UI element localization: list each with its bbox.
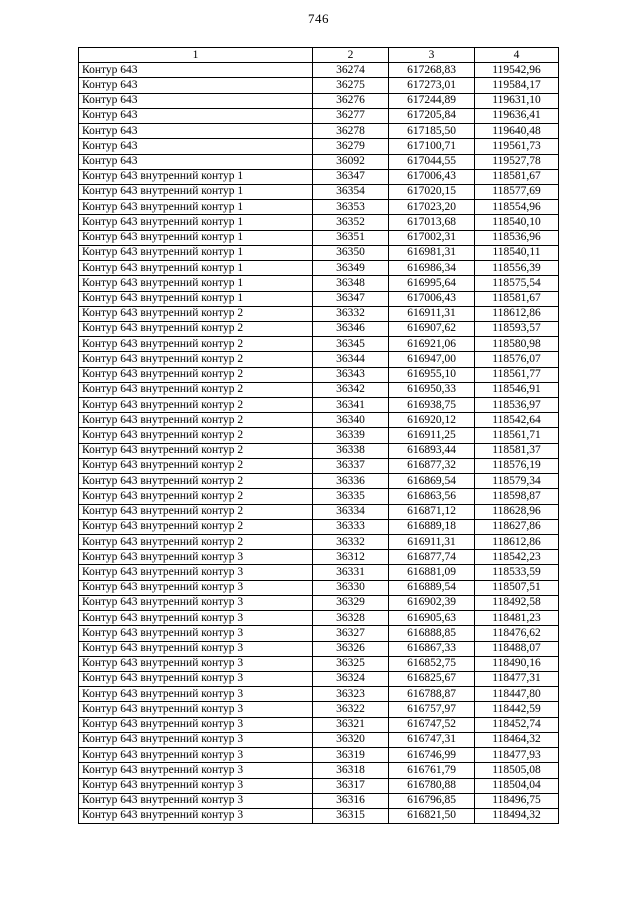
value-cell: 36278 — [313, 124, 389, 139]
value-cell: 118476,62 — [475, 626, 559, 641]
value-cell: 616869,54 — [389, 474, 475, 489]
value-cell: 36343 — [313, 367, 389, 382]
value-cell: 617273,01 — [389, 78, 475, 93]
table-row — [79, 306, 559, 321]
value-cell: 616757,97 — [389, 702, 475, 717]
value-cell: 36339 — [313, 428, 389, 443]
value-cell: 616825,67 — [389, 671, 475, 686]
value-cell: 118536,97 — [475, 398, 559, 413]
table-row — [79, 717, 559, 732]
contour-name-cell: Контур 643 внутренний контур 3 — [79, 550, 313, 565]
table-row — [79, 367, 559, 382]
value-cell: 36274 — [313, 63, 389, 78]
value-cell: 36340 — [313, 413, 389, 428]
value-cell: 119640,48 — [475, 124, 559, 139]
value-cell: 617013,68 — [389, 215, 475, 230]
value-cell: 617268,83 — [389, 63, 475, 78]
table-row — [79, 763, 559, 778]
table-row — [79, 580, 559, 595]
contour-name-cell: Контур 643 внутренний контур 1 — [79, 184, 313, 199]
value-cell: 118481,23 — [475, 611, 559, 626]
value-cell: 36354 — [313, 184, 389, 199]
value-cell: 616920,12 — [389, 413, 475, 428]
contour-name-cell: Контур 643 внутренний контур 2 — [79, 474, 313, 489]
value-cell: 118494,32 — [475, 808, 559, 823]
value-cell: 617185,50 — [389, 124, 475, 139]
value-cell: 616877,74 — [389, 550, 475, 565]
contour-name-cell: Контур 643 внутренний контур 2 — [79, 535, 313, 550]
contour-name-cell: Контур 643 внутренний контур 2 — [79, 367, 313, 382]
value-cell: 616950,33 — [389, 382, 475, 397]
table-row — [79, 519, 559, 534]
value-cell: 617006,43 — [389, 291, 475, 306]
value-cell: 118556,39 — [475, 261, 559, 276]
value-cell: 36322 — [313, 702, 389, 717]
value-cell: 118577,69 — [475, 184, 559, 199]
table-row — [79, 732, 559, 747]
contour-name-cell: Контур 643 внутренний контур 3 — [79, 732, 313, 747]
value-cell: 616995,64 — [389, 276, 475, 291]
value-cell: 36351 — [313, 230, 389, 245]
table-row — [79, 458, 559, 473]
contour-name-cell: Контур 643 внутренний контур 3 — [79, 702, 313, 717]
value-cell: 617023,20 — [389, 200, 475, 215]
contour-name-cell: Контур 643 внутренний контур 1 — [79, 230, 313, 245]
value-cell: 616788,87 — [389, 687, 475, 702]
value-cell: 36342 — [313, 382, 389, 397]
value-cell: 616821,50 — [389, 808, 475, 823]
contour-name-cell: Контур 643 внутренний контур 1 — [79, 291, 313, 306]
table-row — [79, 276, 559, 291]
value-cell: 36338 — [313, 443, 389, 458]
table-row — [79, 108, 559, 123]
value-cell: 119561,73 — [475, 139, 559, 154]
contour-name-cell: Контур 643 внутренний контур 2 — [79, 413, 313, 428]
table-row — [79, 611, 559, 626]
contour-name-cell: Контур 643 — [79, 63, 313, 78]
value-cell: 36347 — [313, 169, 389, 184]
column-header: 3 — [389, 48, 475, 63]
contour-name-cell: Контур 643 внутренний контур 3 — [79, 580, 313, 595]
contour-name-cell: Контур 643 внутренний контур 2 — [79, 382, 313, 397]
value-cell: 616981,31 — [389, 245, 475, 260]
value-cell: 118546,91 — [475, 382, 559, 397]
value-cell: 118627,86 — [475, 519, 559, 534]
value-cell: 36336 — [313, 474, 389, 489]
value-cell: 36315 — [313, 808, 389, 823]
value-cell: 36344 — [313, 352, 389, 367]
contour-name-cell: Контур 643 внутренний контур 2 — [79, 458, 313, 473]
contour-name-cell: Контур 643 внутренний контур 3 — [79, 595, 313, 610]
value-cell: 118598,87 — [475, 489, 559, 504]
contour-name-cell: Контур 643 — [79, 78, 313, 93]
value-cell: 36275 — [313, 78, 389, 93]
contour-name-cell: Контур 643 внутренний контур 1 — [79, 261, 313, 276]
value-cell: 616747,52 — [389, 717, 475, 732]
table-row — [79, 352, 559, 367]
value-cell: 118540,11 — [475, 245, 559, 260]
value-cell: 118542,23 — [475, 550, 559, 565]
value-cell: 36329 — [313, 595, 389, 610]
value-cell: 617006,43 — [389, 169, 475, 184]
value-cell: 36324 — [313, 671, 389, 686]
value-cell: 616877,32 — [389, 458, 475, 473]
value-cell: 36092 — [313, 154, 389, 169]
contour-name-cell: Контур 643 внутренний контур 3 — [79, 656, 313, 671]
value-cell: 616938,75 — [389, 398, 475, 413]
table-body — [79, 63, 559, 824]
value-cell: 616911,31 — [389, 535, 475, 550]
contour-name-cell: Контур 643 внутренний контур 1 — [79, 245, 313, 260]
value-cell: 118477,31 — [475, 671, 559, 686]
table-row — [79, 321, 559, 336]
table-row — [79, 428, 559, 443]
value-cell: 617205,84 — [389, 108, 475, 123]
contour-name-cell: Контур 643 внутренний контур 2 — [79, 489, 313, 504]
value-cell: 36331 — [313, 565, 389, 580]
value-cell: 118442,59 — [475, 702, 559, 717]
value-cell: 616911,31 — [389, 306, 475, 321]
value-cell: 617100,71 — [389, 139, 475, 154]
value-cell: 36316 — [313, 793, 389, 808]
value-cell: 118561,71 — [475, 428, 559, 443]
value-cell: 36332 — [313, 306, 389, 321]
value-cell: 118581,37 — [475, 443, 559, 458]
value-cell: 118496,75 — [475, 793, 559, 808]
value-cell: 118490,16 — [475, 656, 559, 671]
value-cell: 118464,32 — [475, 732, 559, 747]
value-cell: 616902,39 — [389, 595, 475, 610]
contour-name-cell: Контур 643 — [79, 139, 313, 154]
contour-name-cell: Контур 643 внутренний контур 2 — [79, 519, 313, 534]
table-row — [79, 550, 559, 565]
value-cell: 616881,09 — [389, 565, 475, 580]
table-row — [79, 504, 559, 519]
table-row — [79, 595, 559, 610]
table-row — [79, 398, 559, 413]
value-cell: 118575,54 — [475, 276, 559, 291]
value-cell: 617002,31 — [389, 230, 475, 245]
table-row — [79, 671, 559, 686]
value-cell: 118593,57 — [475, 321, 559, 336]
value-cell: 616955,10 — [389, 367, 475, 382]
column-header: 1 — [79, 48, 313, 63]
value-cell: 36341 — [313, 398, 389, 413]
value-cell: 616747,31 — [389, 732, 475, 747]
value-cell: 118504,04 — [475, 778, 559, 793]
value-cell: 36330 — [313, 580, 389, 595]
table-row — [79, 778, 559, 793]
value-cell: 118492,58 — [475, 595, 559, 610]
contour-name-cell: Контур 643 внутренний контур 1 — [79, 169, 313, 184]
table-row — [79, 93, 559, 108]
contour-name-cell: Контур 643 внутренний контур 3 — [79, 717, 313, 732]
table-row — [79, 124, 559, 139]
value-cell: 36320 — [313, 732, 389, 747]
value-cell: 36328 — [313, 611, 389, 626]
contour-name-cell: Контур 643 внутренний контур 2 — [79, 398, 313, 413]
value-cell: 118533,59 — [475, 565, 559, 580]
contour-name-cell: Контур 643 внутренний контур 3 — [79, 687, 313, 702]
contour-name-cell: Контур 643 внутренний контур 2 — [79, 306, 313, 321]
contour-name-cell: Контур 643 — [79, 124, 313, 139]
value-cell: 118612,86 — [475, 306, 559, 321]
value-cell: 36352 — [313, 215, 389, 230]
table-row — [79, 169, 559, 184]
contour-name-cell: Контур 643 внутренний контур 2 — [79, 352, 313, 367]
value-cell: 36333 — [313, 519, 389, 534]
value-cell: 617020,15 — [389, 184, 475, 199]
contour-name-cell: Контур 643 внутренний контур 3 — [79, 641, 313, 656]
contour-name-cell: Контур 643 — [79, 108, 313, 123]
value-cell: 617044,55 — [389, 154, 475, 169]
table-row — [79, 535, 559, 550]
table-row — [79, 78, 559, 93]
value-cell: 119542,96 — [475, 63, 559, 78]
contour-name-cell: Контур 643 внутренний контур 2 — [79, 504, 313, 519]
table-row — [79, 489, 559, 504]
value-cell: 36325 — [313, 656, 389, 671]
contour-name-cell: Контур 643 — [79, 93, 313, 108]
contour-name-cell: Контур 643 внутренний контур 3 — [79, 763, 313, 778]
table-row — [79, 184, 559, 199]
value-cell: 616852,75 — [389, 656, 475, 671]
value-cell: 118612,86 — [475, 535, 559, 550]
contour-name-cell: Контур 643 внутренний контур 3 — [79, 611, 313, 626]
contour-name-cell: Контур 643 внутренний контур 1 — [79, 276, 313, 291]
table-row — [79, 748, 559, 763]
value-cell: 36276 — [313, 93, 389, 108]
contour-name-cell: Контур 643 внутренний контур 2 — [79, 321, 313, 336]
contour-name-cell: Контур 643 внутренний контур 3 — [79, 748, 313, 763]
value-cell: 616893,44 — [389, 443, 475, 458]
value-cell: 118542,64 — [475, 413, 559, 428]
value-cell: 118628,96 — [475, 504, 559, 519]
table-row — [79, 702, 559, 717]
value-cell: 118505,08 — [475, 763, 559, 778]
value-cell: 616796,85 — [389, 793, 475, 808]
value-cell: 36345 — [313, 337, 389, 352]
value-cell: 118488,07 — [475, 641, 559, 656]
value-cell: 616863,56 — [389, 489, 475, 504]
value-cell: 36319 — [313, 748, 389, 763]
table-row — [79, 808, 559, 823]
value-cell: 118447,80 — [475, 687, 559, 702]
value-cell: 616746,99 — [389, 748, 475, 763]
value-cell: 616907,62 — [389, 321, 475, 336]
table-row — [79, 413, 559, 428]
value-cell: 118507,51 — [475, 580, 559, 595]
value-cell: 118561,77 — [475, 367, 559, 382]
table-header-row — [79, 48, 559, 63]
value-cell: 616921,06 — [389, 337, 475, 352]
value-cell: 616889,54 — [389, 580, 475, 595]
value-cell: 118554,96 — [475, 200, 559, 215]
contour-name-cell: Контур 643 внутренний контур 1 — [79, 215, 313, 230]
value-cell: 36334 — [313, 504, 389, 519]
value-cell: 616888,85 — [389, 626, 475, 641]
contour-name-cell: Контур 643 внутренний контур 3 — [79, 626, 313, 641]
contour-name-cell: Контур 643 — [79, 154, 313, 169]
table-row — [79, 641, 559, 656]
value-cell: 616871,12 — [389, 504, 475, 519]
value-cell: 36318 — [313, 763, 389, 778]
column-header: 2 — [313, 48, 389, 63]
value-cell: 118579,34 — [475, 474, 559, 489]
value-cell: 36312 — [313, 550, 389, 565]
value-cell: 36327 — [313, 626, 389, 641]
contour-name-cell: Контур 643 внутренний контур 3 — [79, 808, 313, 823]
table-row — [79, 291, 559, 306]
contour-name-cell: Контур 643 внутренний контур 1 — [79, 200, 313, 215]
value-cell: 36277 — [313, 108, 389, 123]
value-cell: 36346 — [313, 321, 389, 336]
value-cell: 616986,34 — [389, 261, 475, 276]
value-cell: 118581,67 — [475, 291, 559, 306]
contour-name-cell: Контур 643 внутренний контур 3 — [79, 565, 313, 580]
table-row — [79, 139, 559, 154]
value-cell: 118540,10 — [475, 215, 559, 230]
page-number: 746 — [308, 11, 329, 26]
value-cell: 36323 — [313, 687, 389, 702]
table-row — [79, 215, 559, 230]
table-row — [79, 230, 559, 245]
value-cell: 616761,79 — [389, 763, 475, 778]
table-row — [79, 443, 559, 458]
value-cell: 119631,10 — [475, 93, 559, 108]
contour-name-cell: Контур 643 внутренний контур 3 — [79, 778, 313, 793]
table-row — [79, 687, 559, 702]
table-row — [79, 565, 559, 580]
value-cell: 118576,07 — [475, 352, 559, 367]
value-cell: 616867,33 — [389, 641, 475, 656]
value-cell: 36317 — [313, 778, 389, 793]
value-cell: 36349 — [313, 261, 389, 276]
contour-name-cell: Контур 643 внутренний контур 2 — [79, 337, 313, 352]
contour-name-cell: Контур 643 внутренний контур 3 — [79, 671, 313, 686]
contour-coordinates-table — [78, 47, 559, 824]
table-row — [79, 474, 559, 489]
value-cell: 118576,19 — [475, 458, 559, 473]
table-row — [79, 793, 559, 808]
value-cell: 36335 — [313, 489, 389, 504]
value-cell: 118536,96 — [475, 230, 559, 245]
table-row — [79, 382, 559, 397]
value-cell: 616905,63 — [389, 611, 475, 626]
value-cell: 119527,78 — [475, 154, 559, 169]
table-row — [79, 337, 559, 352]
value-cell: 119636,41 — [475, 108, 559, 123]
value-cell: 118477,93 — [475, 748, 559, 763]
value-cell: 616911,25 — [389, 428, 475, 443]
contour-name-cell: Контур 643 внутренний контур 2 — [79, 443, 313, 458]
value-cell: 617244,89 — [389, 93, 475, 108]
value-cell: 616780,88 — [389, 778, 475, 793]
value-cell: 616889,18 — [389, 519, 475, 534]
table-row — [79, 656, 559, 671]
table-row — [79, 63, 559, 78]
table-row — [79, 154, 559, 169]
value-cell: 616947,00 — [389, 352, 475, 367]
value-cell: 118580,98 — [475, 337, 559, 352]
value-cell: 36326 — [313, 641, 389, 656]
value-cell: 118581,67 — [475, 169, 559, 184]
table-row — [79, 200, 559, 215]
table-row — [79, 245, 559, 260]
value-cell: 36348 — [313, 276, 389, 291]
value-cell: 36347 — [313, 291, 389, 306]
value-cell: 36350 — [313, 245, 389, 260]
value-cell: 36353 — [313, 200, 389, 215]
value-cell: 119584,17 — [475, 78, 559, 93]
value-cell: 36332 — [313, 535, 389, 550]
value-cell: 118452,74 — [475, 717, 559, 732]
column-header: 4 — [475, 48, 559, 63]
table-row — [79, 261, 559, 276]
contour-name-cell: Контур 643 внутренний контур 2 — [79, 428, 313, 443]
value-cell: 36321 — [313, 717, 389, 732]
contour-name-cell: Контур 643 внутренний контур 3 — [79, 793, 313, 808]
value-cell: 36279 — [313, 139, 389, 154]
table-row — [79, 626, 559, 641]
value-cell: 36337 — [313, 458, 389, 473]
